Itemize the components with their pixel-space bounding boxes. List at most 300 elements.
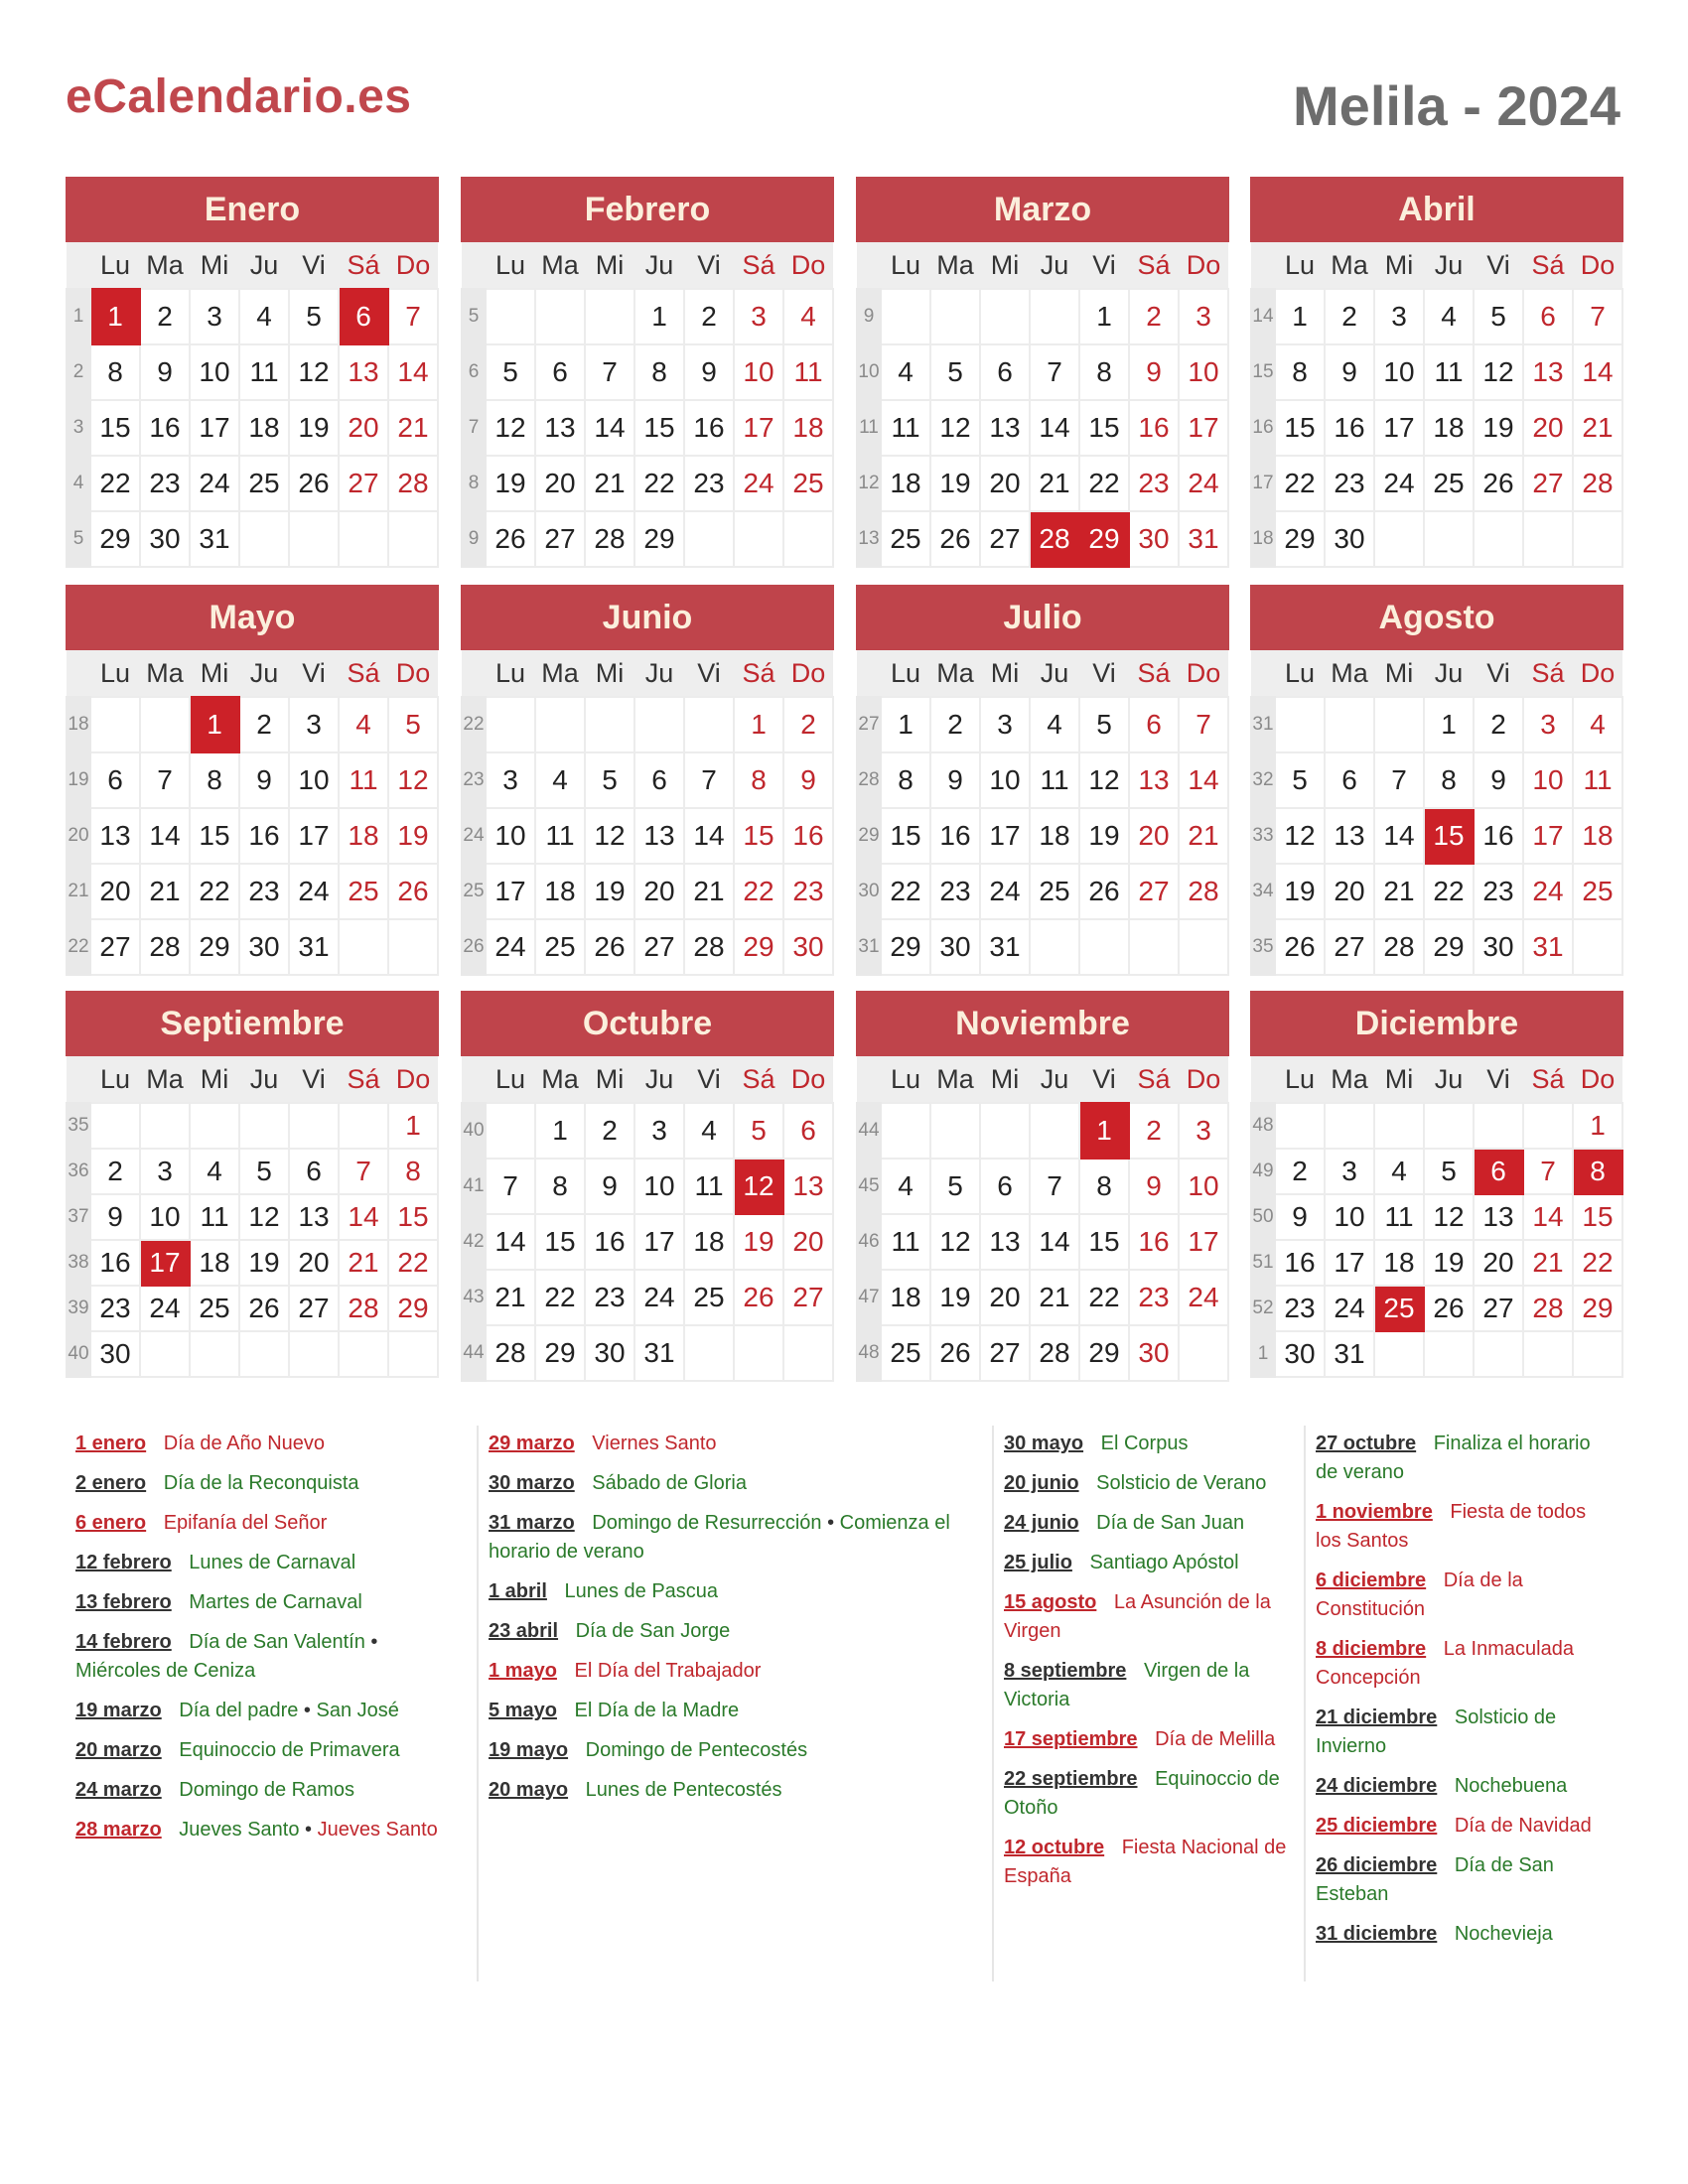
day-cell[interactable]: 26 — [734, 1270, 783, 1325]
day-cell[interactable]: 17 — [1179, 400, 1228, 456]
day-cell[interactable]: 14 — [585, 400, 634, 456]
day-cell[interactable]: 16 — [1129, 1214, 1179, 1270]
day-cell[interactable]: 7 — [1374, 752, 1424, 808]
day-cell[interactable]: 7 — [486, 1159, 535, 1214]
day-cell[interactable]: 28 — [1030, 1325, 1079, 1381]
day-cell[interactable]: 26 — [486, 511, 535, 567]
day-cell[interactable]: 4 — [783, 289, 833, 344]
holiday-day-cell[interactable]: 1 — [190, 697, 239, 752]
day-cell[interactable]: 18 — [339, 808, 388, 864]
day-cell[interactable]: 10 — [289, 752, 339, 808]
day-cell[interactable]: 1 — [1573, 1103, 1622, 1149]
day-cell[interactable]: 19 — [388, 808, 438, 864]
day-cell[interactable]: 1 — [388, 1103, 438, 1149]
day-cell[interactable]: 8 — [535, 1159, 585, 1214]
day-cell[interactable]: 27 — [289, 1286, 339, 1331]
day-cell[interactable]: 18 — [684, 1214, 734, 1270]
day-cell[interactable]: 30 — [1129, 1325, 1179, 1381]
day-cell[interactable]: 2 — [930, 697, 980, 752]
day-cell[interactable]: 24 — [1179, 456, 1228, 511]
day-cell[interactable]: 25 — [783, 456, 833, 511]
day-cell[interactable]: 3 — [486, 752, 535, 808]
day-cell[interactable]: 14 — [684, 808, 734, 864]
day-cell[interactable]: 25 — [190, 1286, 239, 1331]
day-cell[interactable]: 23 — [783, 864, 833, 919]
day-cell[interactable]: 2 — [684, 289, 734, 344]
day-cell[interactable]: 12 — [289, 344, 339, 400]
day-cell[interactable]: 31 — [980, 919, 1030, 975]
day-cell[interactable]: 3 — [634, 1103, 684, 1159]
day-cell[interactable]: 27 — [90, 919, 140, 975]
day-cell[interactable]: 13 — [339, 344, 388, 400]
day-cell[interactable]: 17 — [1523, 808, 1573, 864]
day-cell[interactable]: 15 — [90, 400, 140, 456]
day-cell[interactable]: 15 — [1079, 400, 1129, 456]
day-cell[interactable]: 17 — [486, 864, 535, 919]
day-cell[interactable]: 30 — [140, 511, 190, 567]
day-cell[interactable]: 26 — [585, 919, 634, 975]
holiday-date-link[interactable]: 1 mayo — [489, 1660, 557, 1682]
day-cell[interactable]: 8 — [1424, 752, 1474, 808]
day-cell[interactable]: 17 — [734, 400, 783, 456]
day-cell[interactable]: 23 — [585, 1270, 634, 1325]
day-cell[interactable]: 20 — [535, 456, 585, 511]
day-cell[interactable]: 14 — [388, 344, 438, 400]
holiday-date-link[interactable]: 20 mayo — [489, 1779, 569, 1801]
day-cell[interactable]: 18 — [881, 456, 930, 511]
day-cell[interactable]: 14 — [1030, 1214, 1079, 1270]
holiday-day-cell[interactable]: 6 — [339, 289, 388, 344]
day-cell[interactable]: 22 — [1275, 456, 1325, 511]
day-cell[interactable]: 28 — [140, 919, 190, 975]
day-cell[interactable]: 16 — [930, 808, 980, 864]
day-cell[interactable]: 3 — [980, 697, 1030, 752]
day-cell[interactable]: 5 — [585, 752, 634, 808]
day-cell[interactable]: 17 — [289, 808, 339, 864]
day-cell[interactable]: 20 — [1523, 400, 1573, 456]
day-cell[interactable]: 11 — [190, 1194, 239, 1240]
day-cell[interactable]: 4 — [1573, 697, 1622, 752]
day-cell[interactable]: 10 — [1374, 344, 1424, 400]
day-cell[interactable]: 31 — [1325, 1331, 1374, 1377]
day-cell[interactable]: 28 — [1523, 1286, 1573, 1331]
day-cell[interactable]: 2 — [90, 1149, 140, 1194]
day-cell[interactable]: 1 — [535, 1103, 585, 1159]
day-cell[interactable]: 19 — [930, 1270, 980, 1325]
holiday-date-link[interactable]: 5 mayo — [489, 1700, 557, 1721]
day-cell[interactable]: 21 — [1030, 456, 1079, 511]
day-cell[interactable]: 22 — [1573, 1240, 1622, 1286]
day-cell[interactable]: 19 — [585, 864, 634, 919]
day-cell[interactable]: 9 — [684, 344, 734, 400]
day-cell[interactable]: 12 — [930, 400, 980, 456]
day-cell[interactable]: 6 — [980, 344, 1030, 400]
day-cell[interactable]: 3 — [140, 1149, 190, 1194]
holiday-date-link[interactable]: 31 marzo — [489, 1512, 575, 1534]
day-cell[interactable]: 22 — [190, 864, 239, 919]
day-cell[interactable]: 30 — [930, 919, 980, 975]
day-cell[interactable]: 1 — [1424, 697, 1474, 752]
day-cell[interactable]: 13 — [634, 808, 684, 864]
holiday-date-link[interactable]: 19 marzo — [75, 1700, 162, 1721]
day-cell[interactable]: 22 — [90, 456, 140, 511]
holiday-date-link[interactable]: 31 diciembre — [1316, 1923, 1438, 1945]
day-cell[interactable]: 12 — [1275, 808, 1325, 864]
day-cell[interactable]: 8 — [388, 1149, 438, 1194]
day-cell[interactable]: 8 — [190, 752, 239, 808]
day-cell[interactable]: 5 — [289, 289, 339, 344]
day-cell[interactable]: 5 — [1275, 752, 1325, 808]
day-cell[interactable]: 12 — [1424, 1194, 1474, 1240]
day-cell[interactable]: 30 — [1129, 511, 1179, 567]
day-cell[interactable]: 4 — [881, 344, 930, 400]
day-cell[interactable]: 10 — [1325, 1194, 1374, 1240]
holiday-date-link[interactable]: 30 mayo — [1004, 1433, 1084, 1454]
day-cell[interactable]: 6 — [1129, 697, 1179, 752]
day-cell[interactable]: 27 — [634, 919, 684, 975]
holiday-date-link[interactable]: 20 junio — [1004, 1472, 1079, 1494]
day-cell[interactable]: 11 — [783, 344, 833, 400]
day-cell[interactable]: 24 — [1325, 1286, 1374, 1331]
day-cell[interactable]: 18 — [190, 1240, 239, 1286]
day-cell[interactable]: 6 — [1325, 752, 1374, 808]
day-cell[interactable]: 24 — [980, 864, 1030, 919]
day-cell[interactable]: 8 — [1275, 344, 1325, 400]
day-cell[interactable]: 9 — [1474, 752, 1523, 808]
day-cell[interactable]: 22 — [1424, 864, 1474, 919]
day-cell[interactable]: 17 — [190, 400, 239, 456]
day-cell[interactable]: 7 — [684, 752, 734, 808]
day-cell[interactable]: 3 — [1179, 289, 1228, 344]
holiday-date-link[interactable]: 24 diciembre — [1316, 1775, 1438, 1797]
day-cell[interactable]: 8 — [881, 752, 930, 808]
day-cell[interactable]: 15 — [388, 1194, 438, 1240]
day-cell[interactable]: 12 — [1474, 344, 1523, 400]
day-cell[interactable]: 8 — [734, 752, 783, 808]
holiday-date-link[interactable]: 12 febrero — [75, 1552, 172, 1573]
day-cell[interactable]: 23 — [239, 864, 289, 919]
day-cell[interactable]: 4 — [684, 1103, 734, 1159]
day-cell[interactable]: 14 — [1523, 1194, 1573, 1240]
day-cell[interactable]: 15 — [190, 808, 239, 864]
day-cell[interactable]: 21 — [1179, 808, 1228, 864]
day-cell[interactable]: 28 — [388, 456, 438, 511]
day-cell[interactable]: 26 — [1079, 864, 1129, 919]
day-cell[interactable]: 5 — [388, 697, 438, 752]
day-cell[interactable]: 15 — [1079, 1214, 1129, 1270]
day-cell[interactable]: 24 — [486, 919, 535, 975]
day-cell[interactable]: 6 — [634, 752, 684, 808]
day-cell[interactable]: 26 — [1474, 456, 1523, 511]
day-cell[interactable]: 18 — [1424, 400, 1474, 456]
day-cell[interactable]: 20 — [1325, 864, 1374, 919]
holiday-day-cell[interactable]: 29 — [1079, 511, 1129, 567]
day-cell[interactable]: 20 — [980, 456, 1030, 511]
day-cell[interactable]: 2 — [1275, 1149, 1325, 1194]
day-cell[interactable]: 8 — [1079, 344, 1129, 400]
day-cell[interactable]: 5 — [1079, 697, 1129, 752]
holiday-date-link[interactable]: 29 marzo — [489, 1433, 575, 1454]
day-cell[interactable]: 9 — [140, 344, 190, 400]
holiday-date-link[interactable]: 1 noviembre — [1316, 1501, 1433, 1523]
day-cell[interactable]: 8 — [90, 344, 140, 400]
holiday-date-link[interactable]: 21 diciembre — [1316, 1706, 1438, 1728]
day-cell[interactable]: 23 — [684, 456, 734, 511]
day-cell[interactable]: 2 — [239, 697, 289, 752]
day-cell[interactable]: 29 — [190, 919, 239, 975]
day-cell[interactable]: 19 — [239, 1240, 289, 1286]
day-cell[interactable]: 9 — [783, 752, 833, 808]
day-cell[interactable]: 3 — [1179, 1103, 1228, 1159]
day-cell[interactable]: 21 — [339, 1240, 388, 1286]
day-cell[interactable]: 21 — [1030, 1270, 1079, 1325]
day-cell[interactable]: 10 — [140, 1194, 190, 1240]
holiday-day-cell[interactable]: 8 — [1573, 1149, 1622, 1194]
day-cell[interactable]: 6 — [535, 344, 585, 400]
day-cell[interactable]: 9 — [239, 752, 289, 808]
holiday-date-link[interactable]: 8 septiembre — [1004, 1660, 1127, 1682]
day-cell[interactable]: 25 — [881, 1325, 930, 1381]
day-cell[interactable]: 22 — [734, 864, 783, 919]
day-cell[interactable]: 7 — [339, 1149, 388, 1194]
day-cell[interactable]: 21 — [1573, 400, 1622, 456]
day-cell[interactable]: 14 — [486, 1214, 535, 1270]
day-cell[interactable]: 29 — [1573, 1286, 1622, 1331]
day-cell[interactable]: 17 — [1325, 1240, 1374, 1286]
day-cell[interactable]: 21 — [585, 456, 634, 511]
holiday-day-cell[interactable]: 1 — [90, 289, 140, 344]
day-cell[interactable]: 12 — [930, 1214, 980, 1270]
day-cell[interactable]: 16 — [783, 808, 833, 864]
day-cell[interactable]: 13 — [1129, 752, 1179, 808]
day-cell[interactable]: 19 — [1275, 864, 1325, 919]
holiday-day-cell[interactable]: 17 — [140, 1240, 190, 1286]
day-cell[interactable]: 13 — [980, 400, 1030, 456]
day-cell[interactable]: 7 — [388, 289, 438, 344]
day-cell[interactable]: 26 — [1424, 1286, 1474, 1331]
day-cell[interactable]: 16 — [90, 1240, 140, 1286]
day-cell[interactable]: 12 — [1079, 752, 1129, 808]
day-cell[interactable]: 2 — [140, 289, 190, 344]
day-cell[interactable]: 3 — [1374, 289, 1424, 344]
day-cell[interactable]: 4 — [535, 752, 585, 808]
day-cell[interactable]: 29 — [90, 511, 140, 567]
day-cell[interactable]: 17 — [1179, 1214, 1228, 1270]
day-cell[interactable]: 25 — [1424, 456, 1474, 511]
day-cell[interactable]: 26 — [239, 1286, 289, 1331]
day-cell[interactable]: 1 — [881, 697, 930, 752]
day-cell[interactable]: 30 — [585, 1325, 634, 1381]
day-cell[interactable]: 23 — [140, 456, 190, 511]
holiday-date-link[interactable]: 26 diciembre — [1316, 1854, 1438, 1876]
day-cell[interactable]: 21 — [388, 400, 438, 456]
day-cell[interactable]: 13 — [535, 400, 585, 456]
day-cell[interactable]: 13 — [289, 1194, 339, 1240]
day-cell[interactable]: 16 — [1275, 1240, 1325, 1286]
day-cell[interactable]: 2 — [783, 697, 833, 752]
day-cell[interactable]: 21 — [684, 864, 734, 919]
holiday-date-link[interactable]: 19 mayo — [489, 1739, 569, 1761]
day-cell[interactable]: 16 — [585, 1214, 634, 1270]
day-cell[interactable]: 4 — [190, 1149, 239, 1194]
day-cell[interactable]: 23 — [1275, 1286, 1325, 1331]
day-cell[interactable]: 6 — [90, 752, 140, 808]
day-cell[interactable]: 7 — [1030, 344, 1079, 400]
day-cell[interactable]: 17 — [634, 1214, 684, 1270]
day-cell[interactable]: 13 — [1523, 344, 1573, 400]
day-cell[interactable]: 16 — [239, 808, 289, 864]
day-cell[interactable]: 27 — [1474, 1286, 1523, 1331]
day-cell[interactable]: 26 — [930, 511, 980, 567]
day-cell[interactable]: 5 — [1424, 1149, 1474, 1194]
day-cell[interactable]: 27 — [339, 456, 388, 511]
day-cell[interactable]: 5 — [930, 1159, 980, 1214]
day-cell[interactable]: 20 — [289, 1240, 339, 1286]
holiday-date-link[interactable]: 6 diciembre — [1316, 1570, 1427, 1591]
day-cell[interactable]: 4 — [1424, 289, 1474, 344]
day-cell[interactable]: 21 — [1374, 864, 1424, 919]
day-cell[interactable]: 15 — [734, 808, 783, 864]
day-cell[interactable]: 6 — [1523, 289, 1573, 344]
day-cell[interactable]: 7 — [1573, 289, 1622, 344]
day-cell[interactable]: 14 — [1573, 344, 1622, 400]
day-cell[interactable]: 23 — [1129, 456, 1179, 511]
day-cell[interactable]: 6 — [980, 1159, 1030, 1214]
day-cell[interactable]: 9 — [930, 752, 980, 808]
day-cell[interactable]: 29 — [881, 919, 930, 975]
day-cell[interactable]: 4 — [881, 1159, 930, 1214]
day-cell[interactable]: 17 — [980, 808, 1030, 864]
day-cell[interactable]: 9 — [1129, 344, 1179, 400]
holiday-date-link[interactable]: 15 agosto — [1004, 1591, 1097, 1613]
site-logo[interactable]: eCalendario.es — [66, 70, 412, 123]
day-cell[interactable]: 21 — [140, 864, 190, 919]
day-cell[interactable]: 30 — [1325, 511, 1374, 567]
day-cell[interactable]: 23 — [1129, 1270, 1179, 1325]
day-cell[interactable]: 29 — [634, 511, 684, 567]
day-cell[interactable]: 22 — [881, 864, 930, 919]
day-cell[interactable]: 12 — [486, 400, 535, 456]
holiday-date-link[interactable]: 25 diciembre — [1316, 1815, 1438, 1837]
day-cell[interactable]: 31 — [634, 1325, 684, 1381]
day-cell[interactable]: 18 — [239, 400, 289, 456]
day-cell[interactable]: 12 — [239, 1194, 289, 1240]
day-cell[interactable]: 5 — [486, 344, 535, 400]
day-cell[interactable]: 10 — [634, 1159, 684, 1214]
day-cell[interactable]: 29 — [535, 1325, 585, 1381]
day-cell[interactable]: 25 — [1030, 864, 1079, 919]
day-cell[interactable]: 29 — [1079, 1325, 1129, 1381]
day-cell[interactable]: 3 — [289, 697, 339, 752]
day-cell[interactable]: 11 — [339, 752, 388, 808]
day-cell[interactable]: 10 — [1179, 344, 1228, 400]
day-cell[interactable]: 4 — [239, 289, 289, 344]
day-cell[interactable]: 25 — [239, 456, 289, 511]
day-cell[interactable]: 30 — [783, 919, 833, 975]
day-cell[interactable]: 1 — [634, 289, 684, 344]
holiday-date-link[interactable]: 8 diciembre — [1316, 1638, 1427, 1660]
day-cell[interactable]: 10 — [980, 752, 1030, 808]
day-cell[interactable]: 20 — [1129, 808, 1179, 864]
day-cell[interactable]: 6 — [289, 1149, 339, 1194]
day-cell[interactable]: 27 — [783, 1270, 833, 1325]
day-cell[interactable]: 18 — [1030, 808, 1079, 864]
day-cell[interactable]: 11 — [684, 1159, 734, 1214]
day-cell[interactable]: 2 — [1325, 289, 1374, 344]
day-cell[interactable]: 30 — [239, 919, 289, 975]
day-cell[interactable]: 28 — [486, 1325, 535, 1381]
day-cell[interactable]: 27 — [980, 511, 1030, 567]
day-cell[interactable]: 25 — [684, 1270, 734, 1325]
day-cell[interactable]: 10 — [734, 344, 783, 400]
day-cell[interactable]: 24 — [140, 1286, 190, 1331]
day-cell[interactable]: 21 — [486, 1270, 535, 1325]
day-cell[interactable]: 16 — [1325, 400, 1374, 456]
day-cell[interactable]: 7 — [140, 752, 190, 808]
holiday-date-link[interactable]: 1 abril — [489, 1580, 547, 1602]
holiday-day-cell[interactable]: 1 — [1079, 1103, 1129, 1159]
day-cell[interactable]: 11 — [881, 400, 930, 456]
day-cell[interactable]: 1 — [1079, 289, 1129, 344]
day-cell[interactable]: 22 — [535, 1270, 585, 1325]
day-cell[interactable]: 12 — [585, 808, 634, 864]
holiday-date-link[interactable]: 27 octubre — [1316, 1433, 1417, 1454]
day-cell[interactable]: 8 — [634, 344, 684, 400]
day-cell[interactable]: 29 — [1275, 511, 1325, 567]
day-cell[interactable]: 28 — [339, 1286, 388, 1331]
day-cell[interactable]: 20 — [339, 400, 388, 456]
day-cell[interactable]: 14 — [1179, 752, 1228, 808]
day-cell[interactable]: 27 — [1523, 456, 1573, 511]
day-cell[interactable]: 18 — [881, 1270, 930, 1325]
day-cell[interactable]: 9 — [90, 1194, 140, 1240]
holiday-day-cell[interactable]: 25 — [1374, 1286, 1424, 1331]
day-cell[interactable]: 11 — [535, 808, 585, 864]
day-cell[interactable]: 25 — [881, 511, 930, 567]
day-cell[interactable]: 14 — [339, 1194, 388, 1240]
day-cell[interactable]: 27 — [1129, 864, 1179, 919]
day-cell[interactable]: 27 — [535, 511, 585, 567]
day-cell[interactable]: 29 — [388, 1286, 438, 1331]
holiday-date-link[interactable]: 6 enero — [75, 1512, 147, 1534]
day-cell[interactable]: 28 — [1374, 919, 1424, 975]
day-cell[interactable]: 19 — [1474, 400, 1523, 456]
day-cell[interactable]: 29 — [734, 919, 783, 975]
day-cell[interactable]: 30 — [90, 1331, 140, 1377]
day-cell[interactable]: 6 — [783, 1103, 833, 1159]
day-cell[interactable]: 5 — [239, 1149, 289, 1194]
day-cell[interactable]: 14 — [1374, 808, 1424, 864]
day-cell[interactable]: 2 — [1129, 1103, 1179, 1159]
holiday-date-link[interactable]: 20 marzo — [75, 1739, 162, 1761]
day-cell[interactable]: 9 — [1325, 344, 1374, 400]
day-cell[interactable]: 15 — [1275, 400, 1325, 456]
holiday-day-cell[interactable]: 28 — [1030, 511, 1079, 567]
day-cell[interactable]: 13 — [1474, 1194, 1523, 1240]
day-cell[interactable]: 2 — [1474, 697, 1523, 752]
day-cell[interactable]: 13 — [1325, 808, 1374, 864]
day-cell[interactable]: 19 — [1079, 808, 1129, 864]
day-cell[interactable]: 4 — [339, 697, 388, 752]
holiday-date-link[interactable]: 14 febrero — [75, 1631, 172, 1653]
day-cell[interactable]: 15 — [634, 400, 684, 456]
day-cell[interactable]: 31 — [289, 919, 339, 975]
day-cell[interactable]: 3 — [734, 289, 783, 344]
holiday-date-link[interactable]: 25 julio — [1004, 1552, 1072, 1573]
day-cell[interactable]: 26 — [388, 864, 438, 919]
day-cell[interactable]: 16 — [684, 400, 734, 456]
day-cell[interactable]: 2 — [585, 1103, 634, 1159]
